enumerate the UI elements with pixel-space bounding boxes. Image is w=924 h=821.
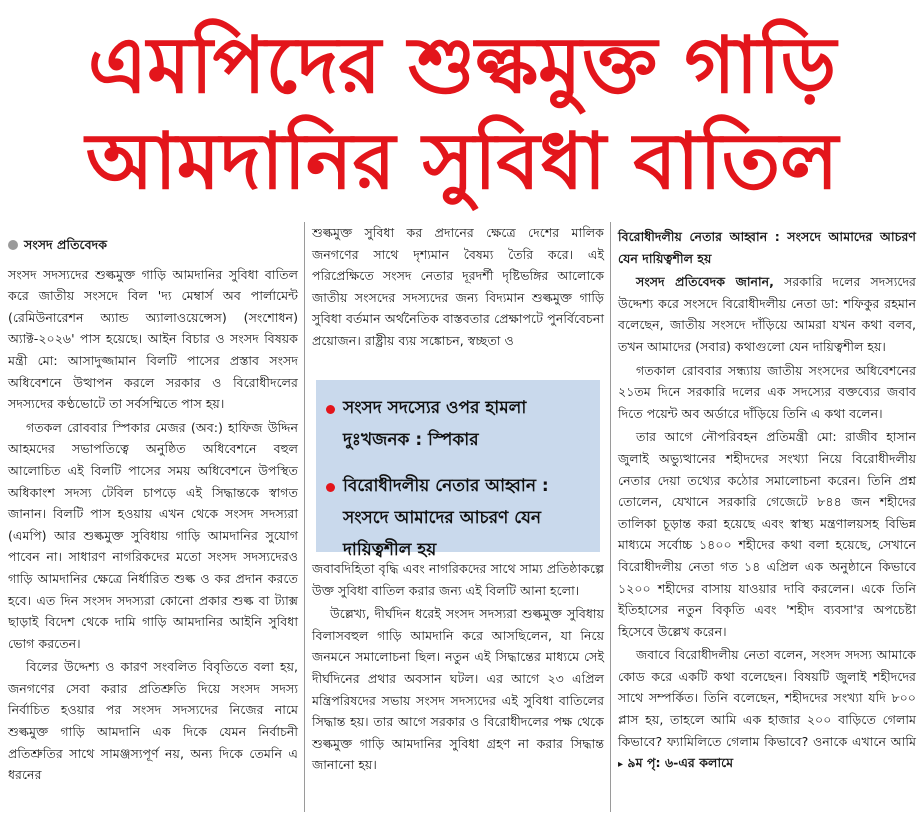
paragraph-text: জবাবে বিরোধীদলীয় নেতা বলেন, সংসদ সদস্য আমাকে কোড করে একটি কথা বলেছেন। বিষয়টি জুলাই শহীদদের সাথে সম্পর্কিত। তিনি বলেছেন, শহীদদের সংখ্যা যদি ৮০০ প্লাস হয়, তাহলে আমি এক হাজার ২০০ বাড়িতে গেলাম কিভাবে? ফ্যামিলিতে গেলাম কিভাবে? ওনাকে এখানে আমি [618, 647, 916, 749]
headline-line-2: আমদানির সুবিধা বাতিল [85, 117, 839, 207]
headline [0, 0, 924, 222]
paragraph: বিলের উদ্দেশ্য ও কারণ সংবলিত বিবৃতিতে বলা হয়, জনগণের সেবা করার প্রতিশ্রুতি দিয়ে সংসদ সদস্য নির্বাচিত হওয়ার পর সংসদ সদস্যদের নিজের নামে শুল্কমুক্ত গাড়ি আমদানি এক দিকে যেমন নির্বাচনী প্রতিশ্রুতির সাথে সামঞ্জস্যপূর্ণ নয়, অন্য দিকে তেমনি এ ধরনের [8, 659, 298, 783]
paragraph: উল্লেখ্য, দীর্ঘদিন ধরেই সংসদ সদস্যরা শুল্কমুক্ত সুবিধায় বিলাসবহুল গাড়ি আমদানি করে আসছিলেন, যা নিয়ে জনমনে সমালোচনা ছিল। নতুন এই সিদ্ধান্তের মাধ্যমে সেই দীর্ঘদিনের প্রথার অবসান ঘটল। এর আগে ২৩ এপ্রিল মন্ত্রিপরিষদের সভায় সংসদ সদস্যদের এই সুবিধা বাতিলের সিদ্ধান্ত হয়। তার আগে সরকার ও বিরোধীদলের পক্ষ থেকে শুল্কমুক্ত গাড়ি আমদানির সুবিধা গ্রহণ না করার সিদ্ধান্ত জানানো হয়। [312, 606, 604, 773]
highlight-item [326, 392, 586, 456]
paragraph [618, 271, 916, 357]
red-bullet-icon [326, 483, 335, 492]
paragraph: সংসদ সদস্যদের শুল্কমুক্ত গাড়ি আমদানির সুবিধা বাতিল করে জাতীয় সংসদে বিল 'দ্য মেম্বার্স অব পার্লামেন্ট (রেমিউনারেশন অ্যান্ড অ্যালাওয়েন্সেস) (সংশোধন) অ্যাক্ট-২০২৬' পাস হয়েছে। আইন বিচার ও সংসদ বিষয়ক মন্ত্রী মো: আসাদুজ্জামান বিলটি পাসের প্রস্তাব সংসদ অধিবেশনে উত্থাপন করলে সরকার ও বিরোধীদলের সদস্যদের কণ্ঠভোটে তা সর্বসম্মিতে পাস হয়। [8, 266, 298, 412]
highlight-item [326, 470, 586, 566]
article-column-2-top [312, 222, 604, 352]
column-divider [304, 222, 305, 812]
paragraph [618, 644, 916, 776]
continuation-text: ৯ম পৃ: ৬-এর কলামে [627, 755, 734, 771]
column-divider [610, 222, 611, 812]
byline-text: সংসদ প্রতিবেদক [24, 237, 108, 252]
arrow-icon: ▸ [618, 759, 624, 771]
paragraph: জবাবদিহিতা বৃদ্ধি এবং নাগরিকদের সাথে সাম্য প্রতিষ্ঠাকল্পে উক্ত সুবিধা বাতিল করার জন্য এই বিলটি আনা হলো। [312, 561, 604, 598]
byline [8, 234, 298, 256]
article-column-1 [8, 222, 298, 788]
red-bullet-icon [326, 405, 335, 414]
highlight-text: সংসদ সদস্যের ওপর হামলা দুঃখজনক : স্পিকার [343, 398, 527, 450]
lead-text: সংসদ প্রতিবেদক জানান, [636, 274, 774, 290]
bullet-icon [8, 240, 18, 250]
paragraph: তার আগে নৌপরিবহন প্রতিমন্ত্রী মো: রাজীব হাসান জুলাই অভ্যুত্থানের শহীদদের সংখ্যা নিয়ে বিরোধীদলীয় নেতার দেয়া তথ্যের কঠোর সমালোচনা করেন। তিনি প্রশ্ন তোলেন, যেখানে সরকারি গেজেটে ৮৪৪ জন শহীদের তালিকা চূড়ান্ত করা হয়েছে এবং স্বাস্থ্য মন্ত্রণালয়সহ বিভিন্ন মাধ্যমে সর্বোচ্চ ১৪০০ শহীদের কথা বলা হয়েছে, সেখানে বিরোধীদলীয় নেতা গত ১৪ এপ্রিল এক অনুষ্ঠানে কিভাবে ১২০০ শহীদের বাসায় যাওয়ার দাবি করলেন। একে তিনি ইতিহাসের নতুন বিকৃতি এবং 'শহীদ ব্যবসা'র অপচেষ্টা হিসেবে উল্লেখ করেন। [618, 429, 916, 639]
paragraph: গতকল রোববার স্পিকার মেজর (অব:) হাফিজ উদ্দিন আহমদের সভাপতিত্বে অনুষ্ঠিত অধিবেশনে বহুল আলোচিত এই বিলটি পাসের সময় অধিবেশনে উপস্থিত অধিকাংশ সদস্য টেবিল চাপড়ে এই সিদ্ধান্তকে স্বাগত জানান। বিলটি পাস হওয়ায় এখন থেকে সংসদ সদস্যরা (এমপি) আর শুল্কমুক্ত সুবিধায় গাড়ি আমদানির সুযোগ পাবেন না। সাধারণ নাগরিকদের মতো সংসদ সদস্যদেরও গাড়ি আমদানির ক্ষেত্রে নির্ধারিত শুল্ক ও কর প্রদান করতে হবে। এত দিন সংসদ সদস্যরা কোনো প্রকার শুল্ক বা ট্যাক্স ছাড়াই বিদেশ থেকে দামি গাড়ি আমদানির আইনি সুবিধা ভোগ করতেন। [8, 419, 298, 651]
article-column-3 [618, 222, 916, 778]
highlight-box [316, 380, 600, 560]
continuation-reference [618, 755, 733, 770]
paragraph: গতকাল রোববার সন্ধ্যায় জাতীয় সংসদের অধিবেশনের ২১তম দিনে সরকারি দলের এক সদস্যের বক্তব্যের জবাব দিতে পয়েন্ট অব অর্ডারে দাঁড়িয়ে তিনি এ কথা বলেন। [618, 362, 916, 421]
article-column-2-bottom [312, 558, 604, 778]
subheading: বিরোধীদলীয় নেতার আহ্বান : সংসদে আমাদের আচরণ যেন দায়িত্বশীল হয় [618, 229, 916, 266]
highlight-text: বিরোধীদলীয় নেতার আহ্বান : সংসদে আমাদের আচরণ যেন দায়িত্বশীল হয় [343, 476, 549, 560]
paragraph-text: সরকারি দলের সদস্যদের উদ্দেশ্য করে সংসদে বিরোধীদলীয় নেতা ডা: শফিকুর রহমান বলেছেন, জাতীয় সংসদে দাঁড়িয়ে আমরা যখন কথা বলব, তখন আমাদের (সবার) কথাগুলো যেন দায়িত্বশীল হয়। [618, 274, 916, 354]
headline-line-1: এমপিদের শুল্কমুক্ত গাড়ি [87, 21, 837, 111]
paragraph: শুল্কমুক্ত সুবিধা কর প্রদানের ক্ষেত্রে দেশের মালিক জনগণের সাথে দৃশ্যমান বৈষম্য তৈরি করে। এই পরিপ্রেক্ষিতে সংসদ নেতার দূরদর্শী দৃষ্টিভঙ্গির আলোকে জাতীয় সংসদের সদস্যদের জন্য বিদ্যমান শুল্কমুক্ত গাড়ি সুবিধা বর্তমান অর্থনৈতিক বাস্তবতার প্রেক্ষাপটে পুনর্বিবেচনা প্রয়োজন। রাষ্ট্রীয় ব্যয় সঙ্কোচন, স্বচ্ছতা ও [312, 225, 604, 348]
